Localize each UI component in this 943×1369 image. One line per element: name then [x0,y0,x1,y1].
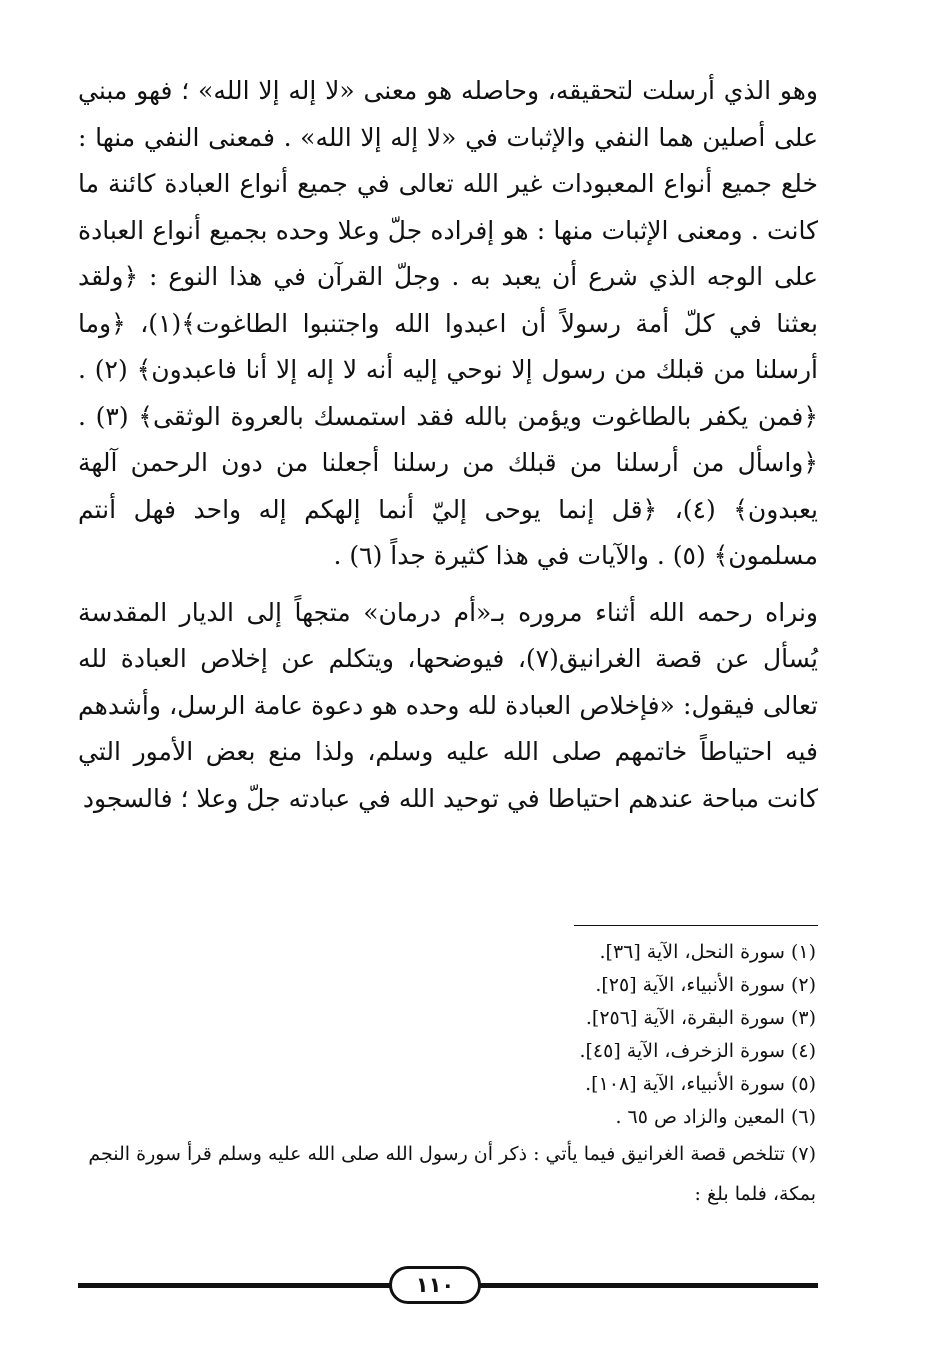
footnote-text: سورة البقرة، الآية [٢٥٦]. [585,1007,785,1029]
footnote-4 [78,1035,816,1068]
body-paragraph-2: ونراه رحمه الله أثناء مروره بـ«أم درمان» متجهاً إلى الديار المقدسة يُسأل عن قصة الغرانيق(٧)، فيوضحها، ويتكلم عن إخلاص العبادة لله تعالى فيقول: «فإخلاص العبادة لله وحده هو دعوة عامة الرسل، وأشدهم فيه احتياطاً خاتمهم صلى الله عليه وسلم، ولذا منع بعض الأمور التي كانت مباحة عندهم احتياطا في توحيد الله في عبادته جلّ وعلا ؛ فالسجود [78,597,818,813]
footnote-separator [574,925,818,926]
footnote-7 [78,1134,816,1214]
main-text [78,68,818,822]
footnotes-list [78,936,816,1214]
footnote-1 [78,936,816,969]
footnote-text: سورة الأنبياء، الآية [١٠٨]. [585,1073,785,1095]
footnote-text: تتلخص قصة الغرانيق فيما يأتي : ذكر أن رسول الله صلى الله عليه وسلم قرأ سورة النجم بمكة، فلما بلغ : [88,1143,816,1205]
footnote-number: (٥) [790,1073,816,1095]
page-number: ١١٠ [415,1273,455,1297]
footnote-number: (٤) [790,1040,816,1062]
footnote-6 [78,1101,816,1134]
footnote-2 [78,969,816,1002]
footnote-number: (٢) [790,974,816,996]
page-number-badge [389,1266,481,1304]
footnote-text: المعين والزاد ص ٦٥ . [615,1106,785,1128]
footnote-number: (٧) [790,1143,816,1165]
footnote-number: (٣) [790,1007,816,1029]
footnote-3 [78,1002,816,1035]
footnote-number: (٦) [790,1106,816,1128]
footnote-number: (١) [790,941,816,963]
footnote-5 [78,1068,816,1101]
footnote-text: سورة الأنبياء، الآية [٢٥]. [595,974,785,996]
footnote-text: سورة الزخرف، الآية [٤٥]. [579,1040,785,1062]
footnote-text: سورة النحل، الآية [٣٦]. [599,941,785,963]
body-paragraph-1: وهو الذي أرسلت لتحقيقه، وحاصله هو معنى «لا إله إلا الله» ؛ فهو مبني على أصلين هما النفي والإثبات في «لا إله إلا الله» . فمعنى النفي منها : خلع جميع أنواع المعبودات غير الله تعالى في جميع أنواع العبادة كائنة ما كانت . ومعنى الإثبات منها : هو إفراده جلّ وعلا وحده بجميع أنواع العبادة على الوجه الذي شرع أن يعبد به . وجلّ القرآن في هذا النوع : ﴿ولقد بعثنا في كلّ أمة رسولاً أن اعبدوا الله واجتنبوا الطاغوت﴾(١)، ﴿وما أرسلنا من قبلك من رسول إلا نوحي إليه أنه لا إله إلا أنا فاعبدون﴾ (٢) . ﴿فمن يكفر بالطاغوت ويؤمن بالله فقد استمسك بالعروة الوثقى﴾ (٣) . ﴿واسأل من أرسلنا من قبلك من رسلنا أجعلنا من دون الرحمن آلهة يعبدون﴾ (٤)، ﴿قل إنما يوحى إليّ أنما إلهكم إله واحد فهل أنتم مسلمون﴾ (٥) . والآيات في هذا كثيرة جداً (٦) . [78,76,819,570]
